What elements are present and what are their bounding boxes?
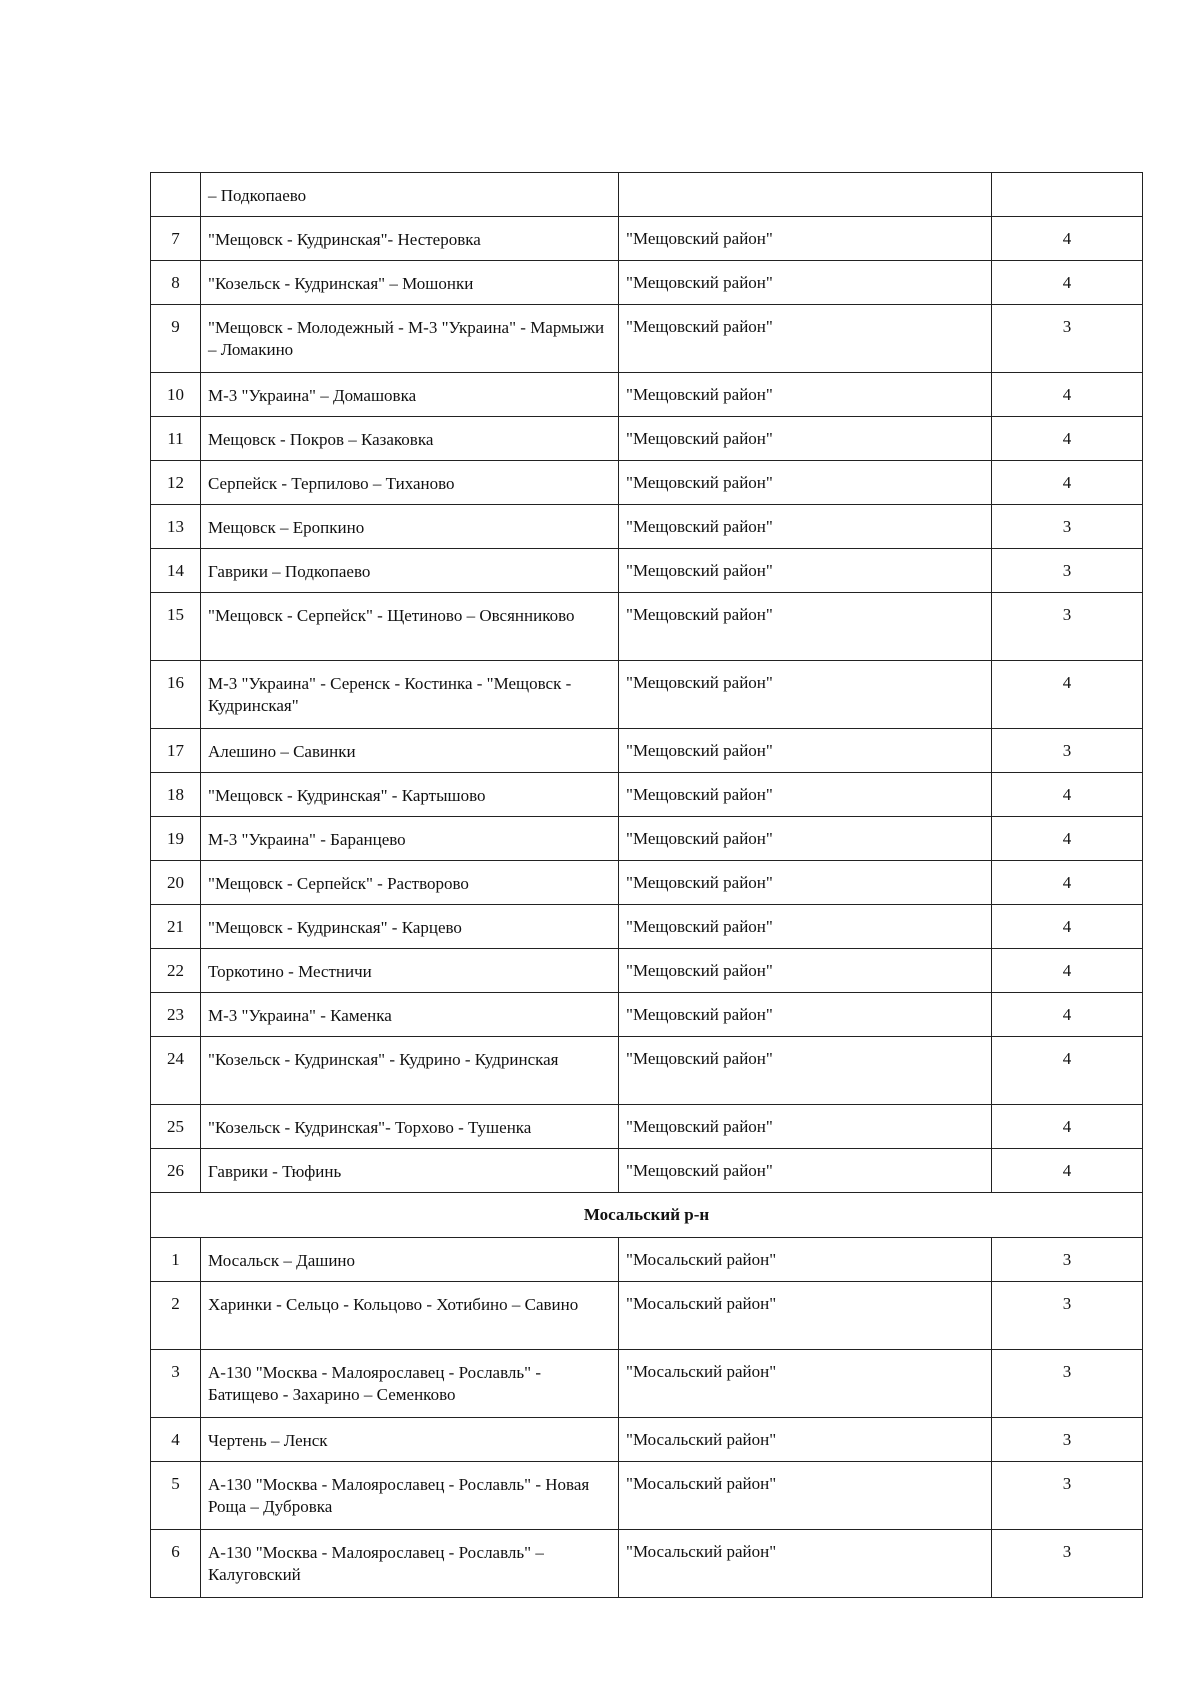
category-cell: 4 <box>992 773 1143 817</box>
road-name-cell: Торкотино - Местничи <box>201 949 619 993</box>
table-row <box>151 1350 1143 1418</box>
owner-cell: "Мещовский район" <box>619 373 992 417</box>
row-number-cell: 19 <box>151 817 201 861</box>
row-number-cell: 2 <box>151 1282 201 1350</box>
row-number-cell: 6 <box>151 1530 201 1598</box>
road-name-cell: "Козельск - Кудринская" – Мошонки <box>201 261 619 305</box>
owner-cell: "Мещовский район" <box>619 549 992 593</box>
row-number-cell: 4 <box>151 1418 201 1462</box>
category-cell: 4 <box>992 905 1143 949</box>
road-name-cell: "Мещовск - Кудринская" - Картышово <box>201 773 619 817</box>
table-row <box>151 1418 1143 1462</box>
category-cell: 4 <box>992 861 1143 905</box>
table-row <box>151 1149 1143 1193</box>
road-name-cell: Гаврики – Подкопаево <box>201 549 619 593</box>
road-name-cell: Гаврики - Тюфинь <box>201 1149 619 1193</box>
table-row <box>151 817 1143 861</box>
row-number-cell: 16 <box>151 661 201 729</box>
owner-cell: "Мещовский район" <box>619 949 992 993</box>
table-row <box>151 1282 1143 1350</box>
category-cell: 4 <box>992 661 1143 729</box>
row-number-cell: 12 <box>151 461 201 505</box>
category-cell: 3 <box>992 1282 1143 1350</box>
table-row <box>151 417 1143 461</box>
owner-cell: "Мещовский район" <box>619 817 992 861</box>
table-row <box>151 1238 1143 1282</box>
section-header-row <box>151 1193 1143 1238</box>
table-row <box>151 549 1143 593</box>
road-name-cell: "Мещовск - Кудринская" - Карцево <box>201 905 619 949</box>
table-row <box>151 773 1143 817</box>
row-number-cell: 11 <box>151 417 201 461</box>
table-row <box>151 505 1143 549</box>
row-number-cell: 20 <box>151 861 201 905</box>
owner-cell: "Мещовский район" <box>619 661 992 729</box>
owner-cell: "Мещовский район" <box>619 217 992 261</box>
road-name-cell: М-3 "Украина" - Каменка <box>201 993 619 1037</box>
row-number-cell: 18 <box>151 773 201 817</box>
category-cell: 4 <box>992 817 1143 861</box>
road-name-cell: Серпейск - Терпилово – Тиханово <box>201 461 619 505</box>
row-number-cell: 3 <box>151 1350 201 1418</box>
table-row <box>151 1462 1143 1530</box>
table-row <box>151 461 1143 505</box>
row-number-cell: 9 <box>151 305 201 373</box>
owner-cell: "Мещовский район" <box>619 773 992 817</box>
category-cell: 3 <box>992 505 1143 549</box>
category-cell: 4 <box>992 993 1143 1037</box>
row-number-cell: 13 <box>151 505 201 549</box>
table-row <box>151 373 1143 417</box>
table-row <box>151 661 1143 729</box>
roads-table-body <box>151 173 1143 1598</box>
category-cell: 4 <box>992 1105 1143 1149</box>
category-cell: 4 <box>992 373 1143 417</box>
owner-cell: "Мещовский район" <box>619 593 992 661</box>
owner-cell: "Мосальский район" <box>619 1350 992 1418</box>
road-name-cell: Мещовск - Покров – Казаковка <box>201 417 619 461</box>
category-cell: 3 <box>992 1530 1143 1598</box>
table-row <box>151 905 1143 949</box>
table-row <box>151 1037 1143 1105</box>
table-row <box>151 217 1143 261</box>
table-row-continuation <box>151 173 1143 217</box>
row-number-cell: 15 <box>151 593 201 661</box>
table-row <box>151 261 1143 305</box>
row-number-cell: 10 <box>151 373 201 417</box>
owner-cell: "Мещовский район" <box>619 861 992 905</box>
road-name-cell: "Мещовск - Молодежный - М-3 "Украина" - Мармыжи – Ломакино <box>201 305 619 373</box>
section-title: Мосальский р-н <box>151 1193 1143 1238</box>
road-name-cell: А-130 "Москва - Малоярославец - Рославль" - Батищево - Захарино – Семенково <box>201 1350 619 1418</box>
owner-cell: "Мещовский район" <box>619 1037 992 1105</box>
row-number-cell: 1 <box>151 1238 201 1282</box>
row-number-cell: 8 <box>151 261 201 305</box>
owner-cell: "Мещовский район" <box>619 1149 992 1193</box>
roads-table <box>150 172 1143 1598</box>
category-cell: 3 <box>992 1418 1143 1462</box>
category-cell: 3 <box>992 549 1143 593</box>
owner-cell: "Мещовский район" <box>619 1105 992 1149</box>
owner-cell: "Мещовский район" <box>619 305 992 373</box>
owner-cell: "Мосальский район" <box>619 1462 992 1530</box>
row-number-cell: 17 <box>151 729 201 773</box>
category-cell: 3 <box>992 1238 1143 1282</box>
table-row <box>151 949 1143 993</box>
owner-cell <box>619 173 992 217</box>
row-number-cell: 25 <box>151 1105 201 1149</box>
row-number-cell: 21 <box>151 905 201 949</box>
category-cell: 3 <box>992 1350 1143 1418</box>
owner-cell: "Мосальский район" <box>619 1418 992 1462</box>
road-name-cell: М-3 "Украина" - Серенск - Костинка - "Мещовск - Кудринская" <box>201 661 619 729</box>
road-name-cell: "Мещовск - Кудринская"- Нестеровка <box>201 217 619 261</box>
owner-cell: "Мещовский район" <box>619 461 992 505</box>
road-name-cell: А-130 "Москва - Малоярославец - Рославль" - Новая Роща – Дубровка <box>201 1462 619 1530</box>
owner-cell: "Мещовский район" <box>619 261 992 305</box>
row-number-cell: 24 <box>151 1037 201 1105</box>
road-name-cell: "Козельск - Кудринская" - Кудрино - Кудринская <box>201 1037 619 1105</box>
road-name-cell: – Подкопаево <box>201 173 619 217</box>
category-cell: 4 <box>992 1037 1143 1105</box>
table-row <box>151 593 1143 661</box>
owner-cell: "Мосальский район" <box>619 1282 992 1350</box>
row-number-cell <box>151 173 201 217</box>
road-name-cell: Чертень – Ленск <box>201 1418 619 1462</box>
table-row <box>151 993 1143 1037</box>
owner-cell: "Мосальский район" <box>619 1238 992 1282</box>
road-name-cell: Мосальск – Дашино <box>201 1238 619 1282</box>
road-name-cell: М-3 "Украина" – Домашовка <box>201 373 619 417</box>
row-number-cell: 7 <box>151 217 201 261</box>
table-row <box>151 1105 1143 1149</box>
row-number-cell: 5 <box>151 1462 201 1530</box>
road-name-cell: "Мещовск - Серпейск" - Щетиново – Овсянниково <box>201 593 619 661</box>
owner-cell: "Мещовский район" <box>619 417 992 461</box>
road-name-cell: А-130 "Москва - Малоярославец - Рославль" – Калуговский <box>201 1530 619 1598</box>
road-name-cell: Алешино – Савинки <box>201 729 619 773</box>
owner-cell: "Мещовский район" <box>619 505 992 549</box>
category-cell: 3 <box>992 1462 1143 1530</box>
owner-cell: "Мещовский район" <box>619 905 992 949</box>
table-row <box>151 305 1143 373</box>
category-cell: 3 <box>992 305 1143 373</box>
road-name-cell: "Мещовск - Серпейск" - Растворово <box>201 861 619 905</box>
category-cell: 3 <box>992 593 1143 661</box>
row-number-cell: 22 <box>151 949 201 993</box>
category-cell: 4 <box>992 1149 1143 1193</box>
owner-cell: "Мосальский район" <box>619 1530 992 1598</box>
category-cell: 4 <box>992 949 1143 993</box>
road-name-cell: Харинки - Сельцо - Кольцово - Хотибино – Савино <box>201 1282 619 1350</box>
category-cell: 3 <box>992 729 1143 773</box>
table-row <box>151 861 1143 905</box>
category-cell <box>992 173 1143 217</box>
category-cell: 4 <box>992 217 1143 261</box>
owner-cell: "Мещовский район" <box>619 993 992 1037</box>
category-cell: 4 <box>992 461 1143 505</box>
row-number-cell: 26 <box>151 1149 201 1193</box>
row-number-cell: 23 <box>151 993 201 1037</box>
category-cell: 4 <box>992 417 1143 461</box>
owner-cell: "Мещовский район" <box>619 729 992 773</box>
table-row <box>151 1530 1143 1598</box>
road-name-cell: "Козельск - Кудринская"- Торхово - Тушенка <box>201 1105 619 1149</box>
category-cell: 4 <box>992 261 1143 305</box>
row-number-cell: 14 <box>151 549 201 593</box>
table-row <box>151 729 1143 773</box>
road-name-cell: М-3 "Украина" - Баранцево <box>201 817 619 861</box>
road-name-cell: Мещовск – Еропкино <box>201 505 619 549</box>
